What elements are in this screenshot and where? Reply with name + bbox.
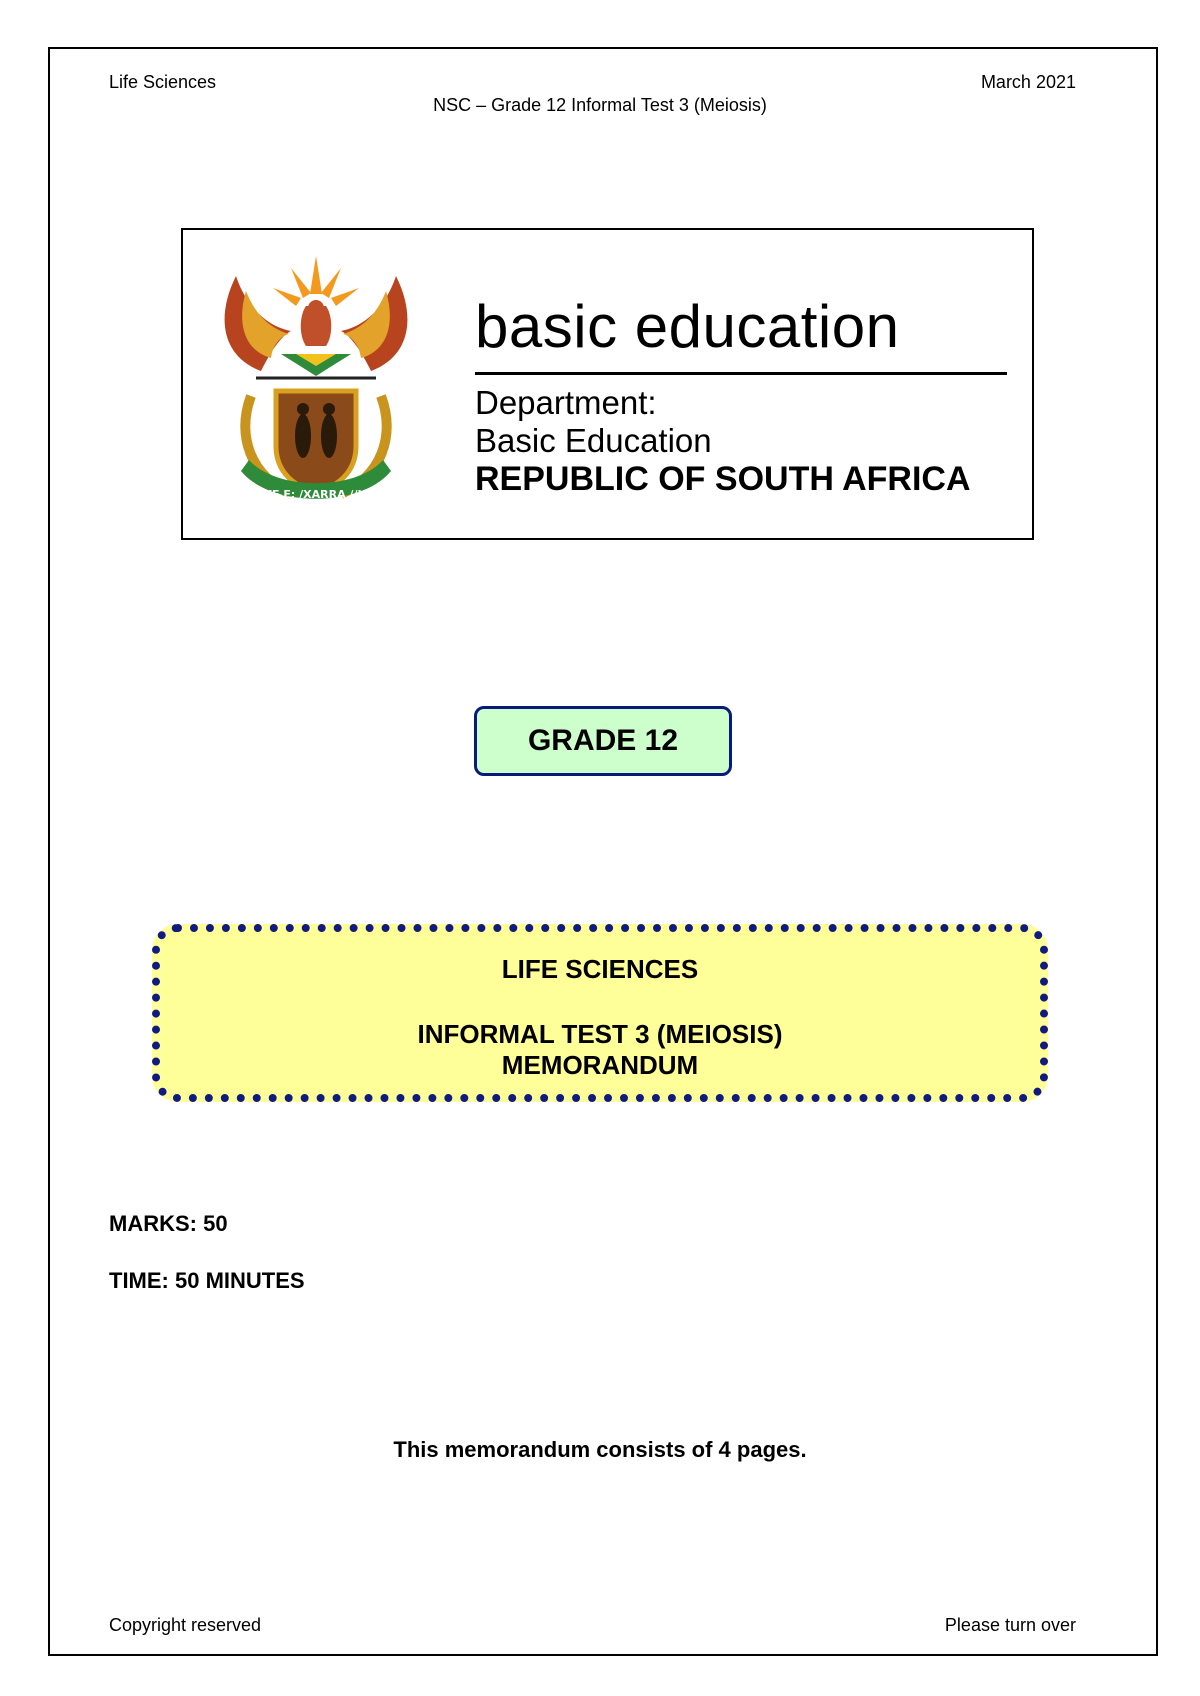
footer-copyright: Copyright reserved: [109, 1615, 262, 1635]
header-date: March 2021: [980, 72, 1076, 92]
time-allowed: TIME: 50 MINUTES: [109, 1268, 305, 1293]
marks-total: MARKS: 50: [109, 1211, 228, 1236]
page-count-note: This memorandum consists of 4 pages.: [393, 1437, 807, 1462]
test-title: INFORMAL TEST 3 (MEIOSIS): [417, 1019, 783, 1049]
country-name: REPUBLIC OF SOUTH AFRICA: [475, 460, 971, 498]
brand-underline: [475, 372, 1007, 375]
footer-turn-over: Please turn over: [944, 1615, 1076, 1635]
department-logo: [181, 228, 1034, 540]
subject-title: LIFE SCIENCES: [501, 954, 699, 984]
header-title: NSC – Grade 12 Informal Test 3 (Meiosis): [433, 95, 767, 115]
header-subject: Life Sciences: [109, 72, 217, 92]
department-label: Department:: [475, 384, 657, 421]
crest-motto: !KE E: /XARRA //KE: [258, 488, 374, 501]
brand-name: basic education: [475, 293, 900, 360]
grade-badge: GRADE 12: [474, 706, 732, 776]
coat-of-arms-icon: [211, 246, 421, 516]
document-type: MEMORANDUM: [501, 1050, 699, 1080]
subject-box: [152, 924, 1048, 1102]
department-name: Basic Education: [475, 422, 712, 459]
